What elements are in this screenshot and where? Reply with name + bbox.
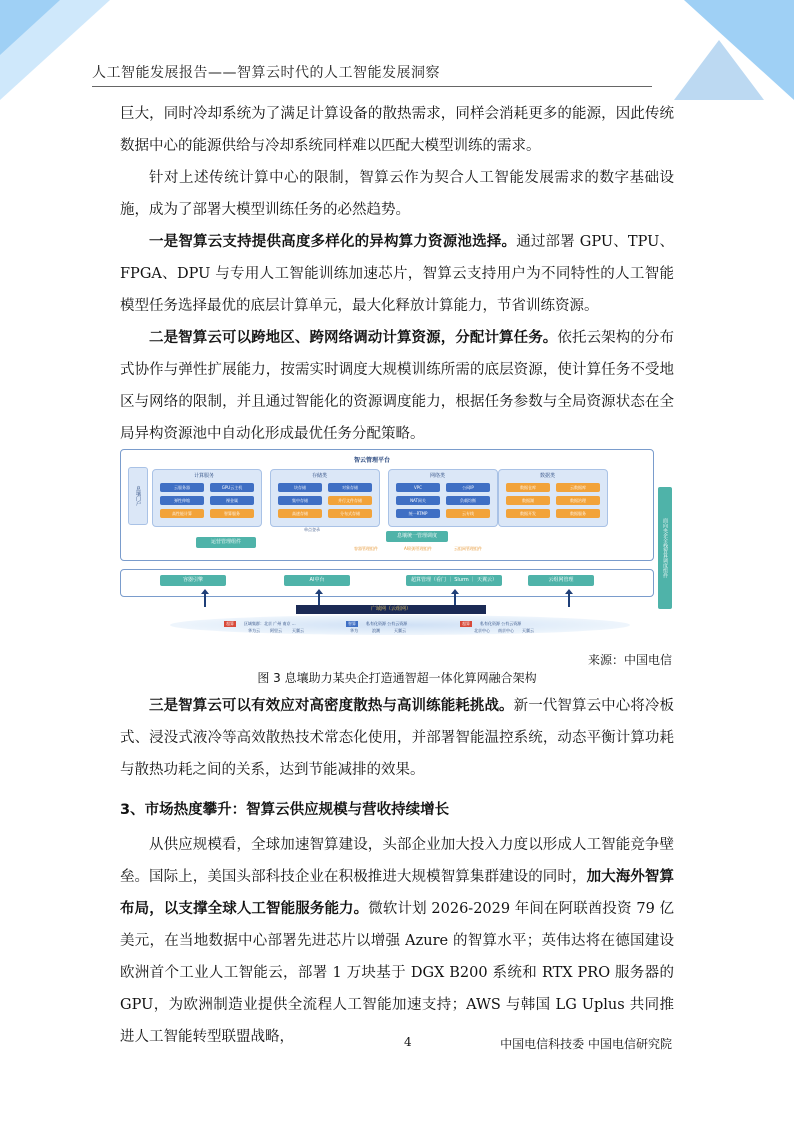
region-sub-label: 北京中心 bbox=[474, 628, 490, 633]
ai-platform-box: AI中台 bbox=[284, 575, 350, 586]
supercomputing-box: 超算管理（看门 ｜ Slurm ｜ 天翼云） bbox=[406, 575, 502, 586]
service-chip: GPU云主机 bbox=[210, 483, 254, 492]
paragraph-7-body: 微软计划 2026-2029 年间在阿联酋投资 79 亿美元，在当地数据中心部署先进芯片以增强 Azure 的智算水平；英伟达将在德国建设欧洲首个工业人工智能云，部署 1 万块基于 DGX B200 系统和 RTX PRO 服务器的 GPU，为欧洲制造业提供全流程人工智能加速支持；AWS 与韩国 LG Uplus 共同推进人工智能转型联盟战略， bbox=[120, 901, 675, 1045]
header-divider bbox=[92, 86, 652, 87]
paragraph-6: 从供应规模看，全球加速智算建设，头部企业加大投入力度以形成人工智能竞争壁垒。 bbox=[120, 837, 674, 885]
service-chip: 数据服务 bbox=[556, 509, 600, 518]
service-chip: 公网IP bbox=[446, 483, 490, 492]
side-scheduling-label: 面向央企全栈智算调度组件 bbox=[658, 487, 672, 609]
region-sub-label: 浪潮 bbox=[372, 628, 380, 633]
wide-area-network-bar: 广域网（云组网） bbox=[296, 605, 486, 614]
paragraph-3 bbox=[120, 226, 674, 322]
arrow-1 bbox=[204, 593, 206, 607]
paragraph-4-body: 依托云架构的分布式协作与弹性扩展能力，按需实时调度大规模训练所需的底层资源，使计算任务不受地区与网络的限制，并且通过智能化的资源调度能力，根据任务参数与全局资源状态在全局异构资源池中自动化形成最优任务分配策略。 bbox=[120, 330, 675, 442]
service-chip: VPC bbox=[396, 483, 440, 492]
orange-label-3: 云组网管理组件 bbox=[454, 546, 482, 551]
service-chip: 对象存储 bbox=[328, 483, 372, 492]
arrow-4 bbox=[568, 593, 570, 607]
cloud-network-box: 云组网管理 bbox=[528, 575, 594, 586]
figure-source: 来源：中国电信 bbox=[587, 653, 672, 667]
region-tag-1: 超算 bbox=[226, 621, 234, 626]
service-group-title: 计算服务 bbox=[194, 473, 215, 479]
running-header: 人工智能发展报告——智算云时代的人工智能发展洞察 bbox=[92, 65, 440, 81]
service-chip: 数据开发 bbox=[506, 509, 550, 518]
figure-caption: 图 3 息壤助力某央企打造通智超一体化算网融合架构 bbox=[257, 671, 537, 685]
service-chip: 弹性伸缩 bbox=[160, 496, 204, 505]
single-sign-on-label: 单点登录 bbox=[304, 527, 320, 532]
service-chip: 分布式存储 bbox=[328, 509, 372, 518]
footer-organization: 中国电信科技委 中国电信研究院 bbox=[500, 1037, 672, 1051]
region-sub-label: 华为云 bbox=[248, 628, 260, 633]
service-group-title: 数据类 bbox=[540, 473, 556, 479]
region-tag-3: 超算 bbox=[462, 621, 470, 626]
paragraph-5-body: 新一代智算云中心将冷板式、浸没式液冷等高效散热技术常态化使用，并部署智能温控系统，动态平衡计算功耗与散热功耗之间的关系，达到节能减排的效果。 bbox=[120, 698, 674, 778]
service-chip: 云服务器 bbox=[160, 483, 204, 492]
paragraph-3-body: 通过部署 GPU、TPU、FPGA、DPU 与专用人工智能训练加速芯片，智算云支持用户为不同特性的人工智能模型任务选择最优的底层计算单元，最大化释放计算能力，节省训练资源。 bbox=[120, 234, 674, 314]
service-chip: 云数据库 bbox=[556, 483, 600, 492]
paragraph-7 bbox=[120, 861, 674, 1053]
service-chip: 并行文件存储 bbox=[328, 496, 372, 505]
orange-label-2: AI资源管理组件 bbox=[404, 546, 432, 551]
service-chip: NAT网关 bbox=[396, 496, 440, 505]
service-chip: 高性能计算 bbox=[160, 509, 204, 518]
container-engine-box: 容器引擎 bbox=[160, 575, 226, 586]
architecture-diagram bbox=[118, 447, 676, 645]
paragraph-3-lead: 一是智算云支持提供高度多样化的异构算力资源池选择。 bbox=[149, 234, 517, 250]
section-heading: 3、市场热度攀升：智算云供应规模与营收持续增长 bbox=[120, 802, 450, 818]
region-text-1: 区域集群：北京 广州 南京 ... bbox=[244, 621, 296, 626]
service-chip: 数据湖 bbox=[506, 496, 550, 505]
top-right-corner-decoration bbox=[614, 0, 794, 110]
service-chip: 集中存储 bbox=[278, 496, 322, 505]
paragraph-2: 针对上述传统计算中心的限制，智算云作为契合人工智能发展需求的数字基础设施，成为了部署大模型训练任务的必然趋势。 bbox=[120, 170, 674, 218]
service-chip: 负载均衡 bbox=[446, 496, 490, 505]
service-chip: 数据仓库 bbox=[506, 483, 550, 492]
service-chip: 高速存储 bbox=[278, 509, 322, 518]
region-text-2: 私有化资源 公有云资源 bbox=[366, 621, 408, 626]
service-group-title: 网络类 bbox=[430, 473, 446, 479]
paragraph-7-lead: 加大海外智算布局，以支撑全球人工智能服务能力。 bbox=[120, 869, 675, 917]
region-sub-label: 华为 bbox=[350, 628, 358, 633]
service-group-title: 存储类 bbox=[312, 473, 328, 479]
paragraph-5-lead: 三是智算云可以有效应对高密度散热与高训练能耗挑战。 bbox=[149, 698, 514, 714]
region-text-3: 私有化资源 公有云资源 bbox=[480, 621, 522, 626]
unified-scheduling-label: 息壤统一管理调度 bbox=[386, 531, 448, 542]
paragraph-5 bbox=[120, 690, 674, 786]
service-chip: 裸金属 bbox=[210, 496, 254, 505]
service-chip: 智算服务 bbox=[210, 509, 254, 518]
portal-label: 息壤门户 bbox=[128, 467, 148, 525]
paragraph-7-intro: 国际上，美国头部科技企业在积极推进大规模智算集群建设的同时， bbox=[149, 869, 587, 885]
region-tag-2: 智算 bbox=[348, 621, 356, 626]
region-sub-label: 南京中心 bbox=[498, 628, 514, 633]
region-sub-label: 阿里云 bbox=[270, 628, 282, 633]
top-left-corner-decoration bbox=[0, 0, 120, 110]
paragraph-4 bbox=[120, 322, 674, 450]
ops-management-label: 运营管理组件 bbox=[196, 537, 256, 548]
paragraph-1: 巨大，同时冷却系统为了满足计算设备的散热需求，同样会消耗更多的能源，因此传统数据中心的能源供给与冷却系统同样难以匹配大模型训练的需求。 bbox=[120, 106, 674, 154]
platform-title: 智云管理平台 bbox=[354, 457, 391, 464]
region-sub-label: 天翼云 bbox=[292, 628, 304, 633]
orange-label-1: 容器管理组件 bbox=[354, 546, 378, 551]
region-sub-label: 天翼云 bbox=[522, 628, 534, 633]
paragraph-4-lead: 二是智算云可以跨地区、跨网络调动计算资源，分配计算任务。 bbox=[149, 330, 558, 346]
service-chip: 数据治理 bbox=[556, 496, 600, 505]
service-chip: 块存储 bbox=[278, 483, 322, 492]
page-number: 4 bbox=[404, 1035, 412, 1049]
service-chip: 统一RTMP bbox=[396, 509, 440, 518]
service-chip: 云专线 bbox=[446, 509, 490, 518]
region-sub-label: 天翼云 bbox=[394, 628, 406, 633]
